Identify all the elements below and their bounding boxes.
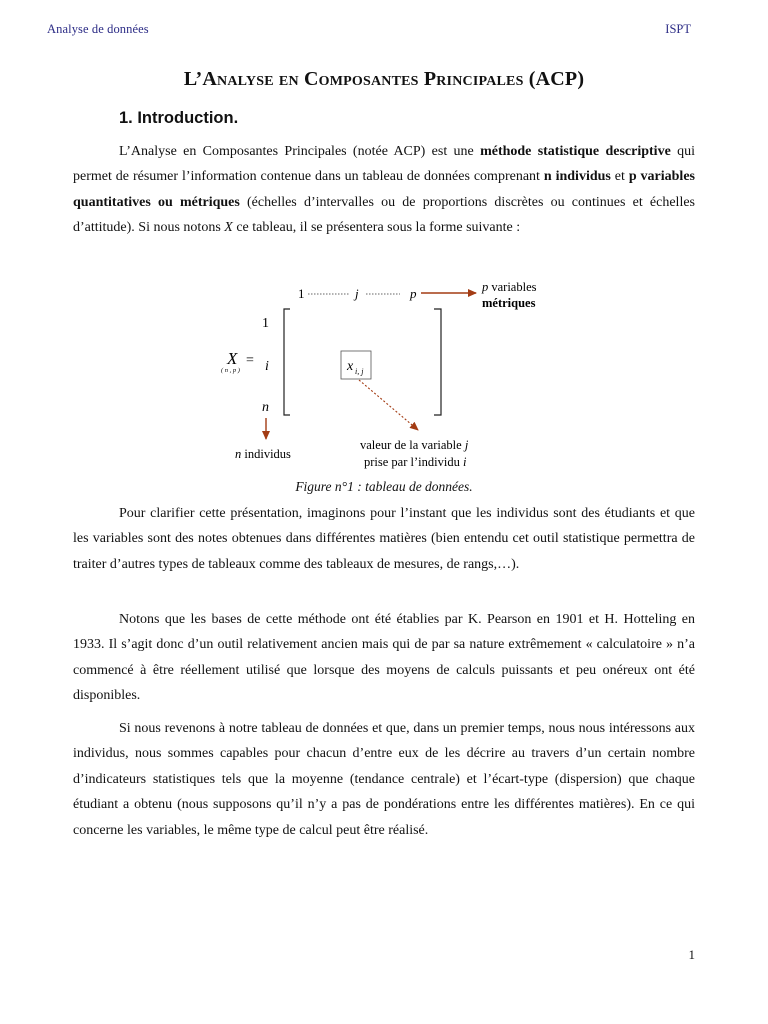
matrix-bracket-left <box>284 309 290 415</box>
cell-label-line1 <box>360 438 469 452</box>
text-run: ce tableau, il se présentera sous la forme suivante : <box>232 220 521 236</box>
matrix-dimension-subscript: ( n , p ) <box>221 367 240 374</box>
section-heading: 1. Introduction. <box>119 109 239 127</box>
individuals-label <box>235 447 291 461</box>
matrix-symbol: X <box>227 349 238 368</box>
text-run: (échelles d’intervalles ou de proportions discrètes ou continues et échelles d’attitude). Si nous notons <box>73 194 695 236</box>
row-label-last: n <box>262 400 269 415</box>
matrix-bracket-right <box>434 309 441 415</box>
cell-label-line2 <box>364 455 467 469</box>
variables-label-text: variables <box>488 280 537 294</box>
body-paragraph: Pour clarifier cette présentation, imaginons pour l’instant que les individus sont des étudiants et que les variables sont des notes obtenues dans différentes matières (bien entendu cet outil statistique permettra de traiter d’autres types de tableaux comme des tableaux de mesures, de rangs,…). <box>73 506 695 572</box>
body-paragraph: Si nous revenons à notre tableau de données et que, dans un premier temps, nous nous intéressons aux individus, nous sommes capables pour chacun d’entre eux de les décrire au travers d’un certain nombre d’indicateurs statistiques tels que la moyenne (tendance centrale) et l’écart-type (dispersion) que chaque étudiant a obtenu (nous supposons qu’il n’y a pas de pondérations entre les différentes matières). En ce qui concerne les variables, le même type de calcul peut être réalisé. <box>73 721 695 838</box>
row-label-mid: i <box>265 359 269 374</box>
cell-label-line1-var: j <box>464 438 469 452</box>
bold-term-methode: méthode statistique descriptive <box>480 144 671 159</box>
individuals-label-text: individus <box>241 447 291 461</box>
page-number: 1 <box>688 947 695 962</box>
row-label-first: 1 <box>262 316 269 331</box>
equals-sign: = <box>246 353 254 368</box>
bold-term-individus: n individus <box>543 169 611 185</box>
bold-term-variables: p variables quantitatives ou métriques <box>73 169 695 210</box>
variable-x: X <box>224 220 233 236</box>
data-table-figure <box>0 0 768 480</box>
running-header-left: Analyse de données <box>47 22 149 36</box>
text-run: L’Analyse en Composantes Principales (notée ACP) est une <box>119 144 481 159</box>
text-run: et <box>610 169 629 185</box>
cell-label-line2-text: prise par l’individu <box>364 455 463 469</box>
variables-label <box>481 280 537 294</box>
figure-caption: Figure n°1 : tableau de données. <box>295 479 473 494</box>
col-label-first: 1 <box>298 286 305 301</box>
variables-label-p: p <box>482 280 489 294</box>
body-paragraph: Notons que les bases de cette méthode ont été établies par K. Pearson en 1901 et H. Hotteling en 1933. Il s’agit donc d’un outil relativement ancien mais qui de par sa nature extrêmement « calculatoire » n’a commencé à être réellement utilisé que lorsque des moyens de calculs puissants et peu onéreux ont été disponibles. <box>73 612 695 704</box>
cell-label-line2-var: i <box>462 455 467 469</box>
cell-label-line1-text: valeur de la variable <box>360 438 465 452</box>
col-label-mid: j <box>355 286 359 301</box>
individuals-label-n: n <box>235 447 242 461</box>
col-label-last: p <box>410 286 417 301</box>
text-run: qui permet de résumer l’information contenue dans un tableau de données comprenant <box>73 144 696 185</box>
cell-symbol: x <box>347 359 354 374</box>
cell-value-arrow <box>359 380 418 430</box>
variables-label-bold: métriques <box>482 296 536 310</box>
page-title: L’Analyse en Composantes Principales (ACP) <box>183 68 585 90</box>
running-header-right: ISPT <box>665 22 691 36</box>
cell-subscript: i, j <box>355 367 364 376</box>
